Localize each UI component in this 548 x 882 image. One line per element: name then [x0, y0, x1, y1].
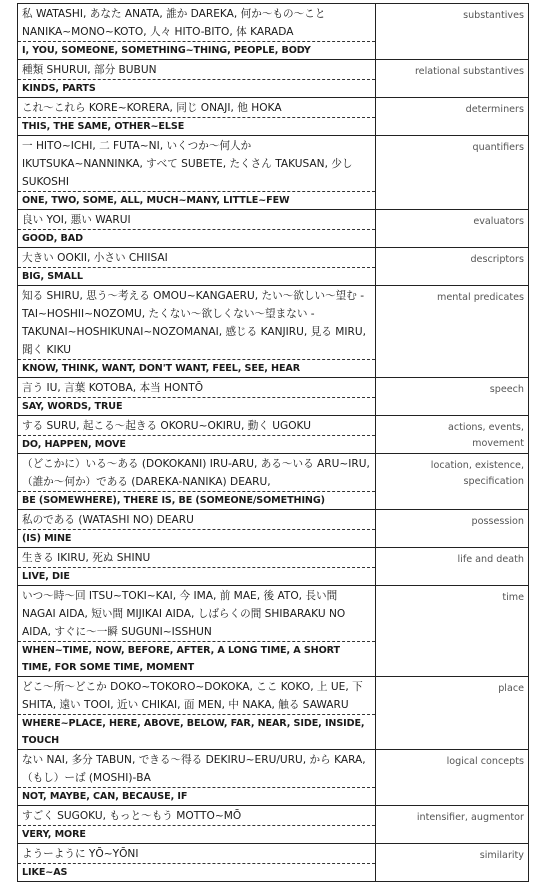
- english-primes: I, YOU, SOMEONE, SOMETHING~THING, PEOPLE, BODY: [22, 45, 311, 56]
- english-primes: SAY, WORDS, TRUE: [22, 401, 123, 412]
- category-label: actions, events, movement: [447, 422, 524, 449]
- exponents-cell: [18, 210, 376, 247]
- exponents-cell: [18, 4, 376, 59]
- category-label: mental predicates: [437, 292, 524, 303]
- english-primes: ONE, TWO, SOME, ALL, MUCH~MANY, LITTLE~FEW: [22, 195, 290, 206]
- exponents-cell: [18, 510, 376, 547]
- japanese-exponents: いつ〜時〜回 ITSU~TOKI~KAI, 今 IMA, 前 MAE, 後 ATO, 長い間 NAGAI AIDA, 短い間 MIJIKAI AIDA, しばらくの間 SHIBARAKU NO AIDA, すぐに〜一瞬 SUGUNI~ISSHUN: [18, 586, 375, 642]
- category-label: relational substantives: [414, 66, 524, 77]
- category-label: time: [502, 592, 524, 603]
- table-row: [18, 677, 528, 750]
- category-label: logical concepts: [446, 756, 524, 767]
- category-label: substantives: [463, 10, 524, 21]
- exponents-cell: [18, 286, 376, 377]
- table-row: [18, 586, 528, 677]
- japanese-exponents: 一 HITO~ICHI, 二 FUTA~NI, いくつか〜何人か IKUTSUKA~NANNINKA, すべて SUBETE, たくさん TAKUSAN, 少し SUKOSHI: [18, 136, 375, 192]
- english-primes: WHEN~TIME, NOW, BEFORE, AFTER, A LONG TIME, A SHORT TIME, FOR SOME TIME, MOMENT: [22, 645, 340, 673]
- exponents-cell: [18, 60, 376, 97]
- japanese-exponents: すごく SUGOKU, もっと〜もう MOTTO~MŌ: [18, 806, 375, 826]
- category-label: similarity: [479, 850, 524, 861]
- category-label: life and death: [457, 554, 524, 565]
- japanese-exponents: 良い YOI, 悪い WARUI: [18, 210, 375, 230]
- table-row: [18, 416, 528, 454]
- exponents-cell: [18, 548, 376, 585]
- exponents-cell: [18, 454, 376, 509]
- table-row: [18, 806, 528, 844]
- japanese-exponents: 知る SHIRU, 思う〜考える OMOU~KANGAERU, たい〜欲しい〜望む -TAI~HOSHII~NOZOMU, たくない〜欲しくない〜望まない -TAKUNAI~HOSHIKUNAI~NOZOMANAI, 感じる KANJIRU, 見る MIRU, 聞く KIKU: [18, 286, 375, 360]
- category-label: intensifier, augmentor: [416, 812, 524, 823]
- english-primes: LIKE~AS: [22, 867, 68, 878]
- exponents-cell: [18, 750, 376, 805]
- japanese-exponents: 種類 SHURUI, 部分 BUBUN: [18, 60, 375, 80]
- table-row: [18, 750, 528, 806]
- category-label: evaluators: [473, 216, 524, 227]
- table-row: [18, 136, 528, 210]
- table-row: [18, 98, 528, 136]
- english-primes: DO, HAPPEN, MOVE: [22, 439, 126, 450]
- japanese-exponents: 私のである (WATASHI NO) DEARU: [18, 510, 375, 530]
- table-row: [18, 248, 528, 286]
- japanese-exponents: ようーように YŌ~YŌNI: [18, 844, 375, 864]
- category-label: determiners: [465, 104, 524, 115]
- english-primes: VERY, MORE: [22, 829, 86, 840]
- japanese-exponents: どこ〜所〜どこか DOKO~TOKORO~DOKOKA, ここ KOKO, 上 UE, 下 SHITA, 遠い TOOI, 近い CHIKAI, 面 MEN, 中 NAKA, 触る SAWARU: [18, 677, 375, 715]
- table-row: [18, 510, 528, 548]
- category-label: quantifiers: [472, 142, 524, 153]
- english-primes: BIG, SMALL: [22, 271, 83, 282]
- category-label: speech: [489, 384, 524, 395]
- exponents-cell: [18, 416, 376, 453]
- table-row: [18, 210, 528, 248]
- english-primes: WHERE~PLACE, HERE, ABOVE, BELOW, FAR, NEAR, SIDE, INSIDE, TOUCH: [22, 718, 365, 746]
- exponents-cell: [18, 248, 376, 285]
- category-label: descriptors: [470, 254, 524, 265]
- table-row: [18, 454, 528, 510]
- english-primes: LIVE, DIE: [22, 571, 70, 582]
- japanese-exponents: する SURU, 起こる〜起きる OKORU~OKIRU, 動く UGOKU: [18, 416, 375, 436]
- english-primes: GOOD, BAD: [22, 233, 83, 244]
- english-primes: KNOW, THINK, WANT, DON'T WANT, FEEL, SEE, HEAR: [22, 363, 301, 374]
- japanese-exponents: 私 WATASHI, あなた ANATA, 誰か DAREKA, 何か〜もの〜こと NANIKA~MONO~KOTO, 人々 HITO-BITO, 体 KARADA: [18, 4, 375, 42]
- japanese-exponents: （どこかに）いる〜ある (DOKOKANI) IRU-ARU, ある〜いる ARU~IRU, （誰か〜何か）である (DAREKA-NANIKA) DEARU,: [18, 454, 375, 492]
- exponents-cell: [18, 844, 376, 881]
- exponents-cell: [18, 136, 376, 209]
- english-primes: KINDS, PARTS: [22, 83, 96, 94]
- japanese-exponents: これ〜これら KORE~KORERA, 同じ ONAJI, 他 HOKA: [18, 98, 375, 118]
- english-primes: (IS) MINE: [22, 533, 72, 544]
- japanese-exponents: 大きい OOKII, 小さい CHIISAI: [18, 248, 375, 268]
- table-row: [18, 286, 528, 378]
- english-primes: BE (SOMEWHERE), THERE IS, BE (SOMEONE/SOMETHING): [22, 495, 325, 506]
- category-label: location, existence, specification: [430, 460, 524, 487]
- exponents-cell: [18, 98, 376, 135]
- category-label: place: [498, 683, 524, 694]
- english-primes: THIS, THE SAME, OTHER~ELSE: [22, 121, 185, 132]
- table-row: [18, 378, 528, 416]
- japanese-exponents: 生きる IKIRU, 死ぬ SHINU: [18, 548, 375, 568]
- japanese-exponents: ない NAI, 多分 TABUN, できる〜得る DEKIRU~ERU/URU, から KARA, （もし）ーば (MOSHI)-BA: [18, 750, 375, 788]
- exponents-cell: [18, 378, 376, 415]
- table-row: [18, 4, 528, 60]
- primes-table: [17, 3, 529, 882]
- exponents-cell: [18, 586, 376, 676]
- table-row: [18, 548, 528, 586]
- table-row: [18, 844, 528, 882]
- category-label: possession: [471, 516, 524, 527]
- exponents-cell: [18, 677, 376, 749]
- english-primes: NOT, MAYBE, CAN, BECAUSE, IF: [22, 791, 188, 802]
- table-row: [18, 60, 528, 98]
- japanese-exponents: 言う IU, 言葉 KOTOBA, 本当 HONTŌ: [18, 378, 375, 398]
